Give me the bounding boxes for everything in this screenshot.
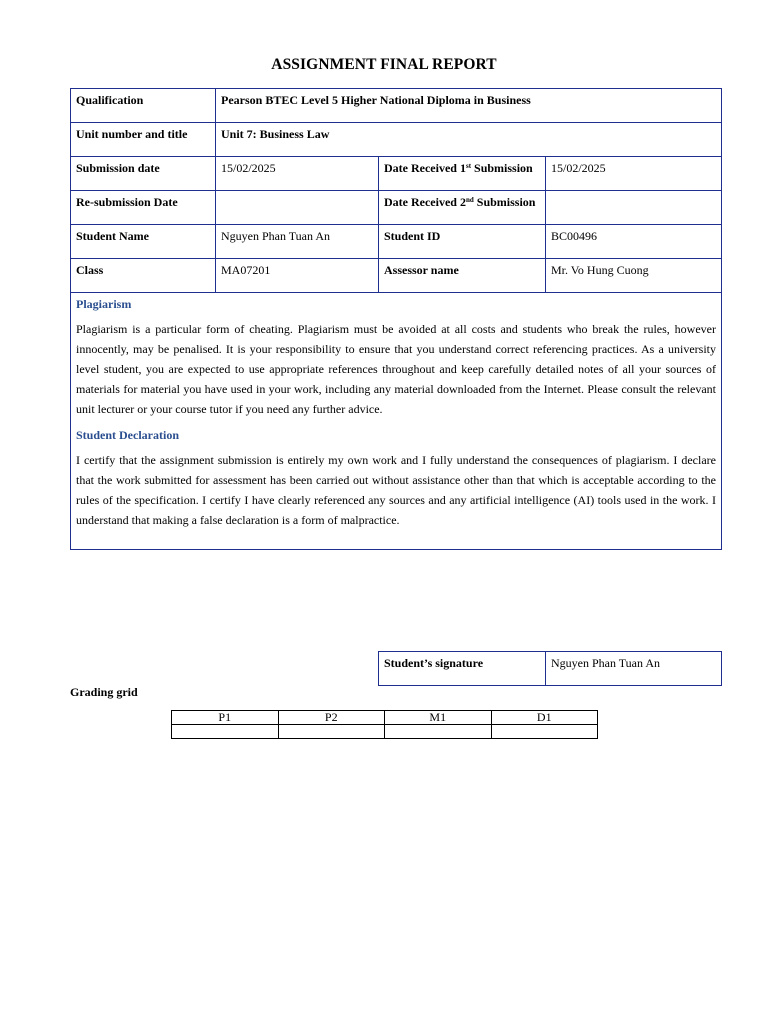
student-name-label: Student Name	[71, 225, 216, 259]
grading-grid-value-row	[172, 725, 598, 739]
unit-value: Unit 7: Business Law	[216, 123, 722, 157]
grade-value-d1	[491, 725, 598, 739]
signature-table	[378, 651, 722, 686]
unit-label: Unit number and title	[71, 123, 216, 157]
assessor-name-label: Assessor name	[379, 259, 546, 293]
signature-label: Student’s signature	[379, 652, 546, 686]
signature-value: Nguyen Phan Tuan An	[546, 652, 722, 686]
grade-header-m1: M1	[385, 711, 492, 725]
grade-header-d1: D1	[491, 711, 598, 725]
resubmission-row	[71, 191, 722, 225]
plagiarism-text: Plagiarism is a particular form of cheating. Plagiarism must be avoided at all costs and students who break the rules, however innocently, may be penalised. It is your responsibility to ensure that you understand correct referencing practices. As a university level student, you are expected to use appropriate references throughout and keep carefully detailed notes of all your sources of materials for material you have used in your work, including any material downloaded from the Internet. Please consult the relevant unit lecturer or your course tutor if you need any further advice.	[76, 322, 716, 416]
student-id-value: BC00496	[546, 225, 722, 259]
class-row	[71, 259, 722, 293]
submission-date-label: Submission date	[71, 157, 216, 191]
report-title: ASSIGNMENT FINAL REPORT	[271, 56, 497, 73]
date-received-2-ordinal: nd	[465, 196, 474, 204]
date-received-2-label-suffix: Submission	[473, 195, 536, 209]
grading-grid-table	[171, 710, 598, 739]
grading-grid-header-row	[172, 711, 598, 725]
date-received-1-value: 15/02/2025	[546, 157, 722, 191]
date-received-1-label	[379, 157, 546, 191]
class-label: Class	[71, 259, 216, 293]
submission-row	[71, 157, 722, 191]
plagiarism-heading: Plagiarism	[76, 297, 132, 311]
assessor-name-value: Mr. Vo Hung Cuong	[546, 259, 722, 293]
qualification-value: Pearson BTEC Level 5 Higher National Diploma in Business	[216, 89, 722, 123]
grade-value-p2	[278, 725, 385, 739]
resubmission-date-value	[216, 191, 379, 225]
qualification-row	[71, 89, 722, 123]
date-received-2-label	[379, 191, 546, 225]
declaration-text: I certify that the assignment submission is entirely my own work and I fully understand the consequences of plagiarism. I declare that the work submitted for assessment has been carried out without assistance other than that which is acceptable according to the rules of the specification. I certify I have clearly referenced any sources and any artificial intelligence (AI) tools used in the work. I understand that making a false declaration is a form of malpractice.	[76, 453, 716, 527]
grade-header-p1: P1	[172, 711, 279, 725]
declaration-row	[71, 293, 722, 550]
unit-row	[71, 123, 722, 157]
grading-grid-label: Grading grid	[70, 685, 138, 699]
grade-value-p1	[172, 725, 279, 739]
grade-value-m1	[385, 725, 492, 739]
grade-header-p2: P2	[278, 711, 385, 725]
student-id-label: Student ID	[379, 225, 546, 259]
student-row	[71, 225, 722, 259]
student-name-value: Nguyen Phan Tuan An	[216, 225, 379, 259]
date-received-2-value	[546, 191, 722, 225]
declaration-heading: Student Declaration	[76, 428, 179, 442]
qualification-label: Qualification	[71, 89, 216, 123]
date-received-1-label-text: Date Received 1	[384, 161, 466, 175]
submission-date-value: 15/02/2025	[216, 157, 379, 191]
date-received-2-label-text: Date Received 2	[384, 195, 466, 209]
plagiarism-declaration-cell	[71, 293, 722, 550]
date-received-1-label-suffix: Submission	[471, 161, 533, 175]
date-received-1-ordinal: st	[465, 162, 472, 170]
signature-row	[379, 652, 722, 686]
info-table	[70, 88, 722, 550]
resubmission-date-label: Re-submission Date	[71, 191, 216, 225]
class-value: MA07201	[216, 259, 379, 293]
